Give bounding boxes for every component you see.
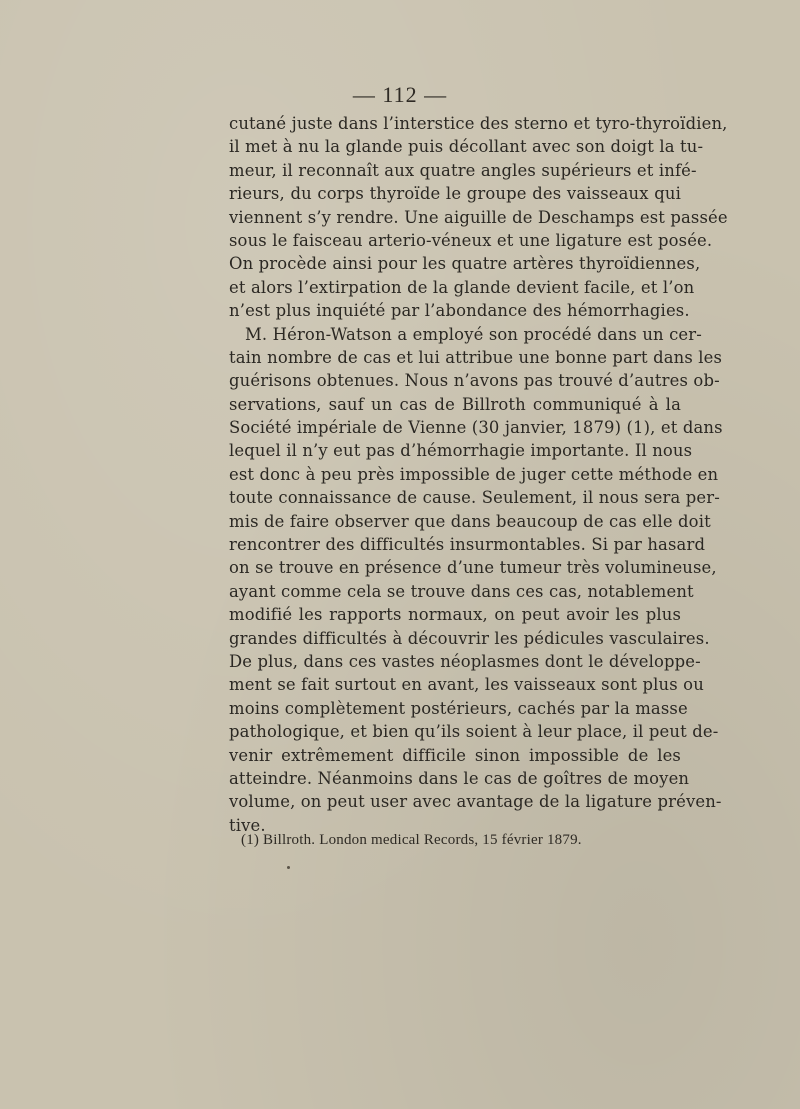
text-line: servations, sauf un cas de Billroth communiqué à la: [229, 394, 681, 414]
page-number: — 112 —: [352, 82, 448, 107]
text-line: est donc à peu près impossible de juger cette méthode en: [229, 464, 719, 484]
text-line: viennent s’y rendre. Une aiguille de Deschamps est passée: [229, 207, 728, 227]
text-line: toute connaissance de cause. Seulement, il nous sera per-: [229, 488, 720, 508]
text-line: mis de faire observer que dans beaucoup de cas elle doit: [229, 511, 711, 531]
footnote: (1) Billroth. London medical Records, 15 février 1879.: [241, 832, 582, 848]
text-line: grandes difficultés à découvrir les pédicules vasculaires.: [229, 628, 710, 648]
text-line: ayant comme cela se trouve dans ces cas, notablement: [229, 581, 694, 601]
text-line: tain nombre de cas et lui attribue une bonne part dans les: [229, 347, 723, 367]
text-line: venir extrêmement difficile sinon impossible de les: [229, 745, 681, 765]
text-line: On procède ainsi pour les quatre artères thyroïdiennes,: [229, 254, 701, 274]
text-line: M. Héron-Watson a employé son procédé dans un cer-: [245, 324, 702, 344]
text-line: guérisons obtenues. Nous n’avons pas trouvé d’autres ob-: [229, 371, 720, 391]
text-line: meur, il reconnaît aux quatre angles supérieurs et infé-: [229, 160, 697, 180]
text-line: moins complètement postérieurs, cachés par la masse: [229, 698, 688, 718]
text-line: atteindre. Néanmoins dans le cas de goîtres de moyen: [229, 768, 690, 788]
body-text: [229, 112, 728, 837]
text-line: il met à nu la glande puis décollant avec son doigt la tu-: [229, 137, 704, 157]
text-line: ment se fait surtout en avant, les vaisseaux sont plus ou: [229, 675, 704, 695]
text-line: tive.: [229, 815, 266, 835]
text-line: De plus, dans ces vastes néoplasmes dont le développe-: [229, 651, 701, 671]
text-line: Société impériale de Vienne (30 janvier, 1879) (1), et dans: [229, 418, 723, 438]
text-line: volume, on peut user avec avantage de la ligature préven-: [229, 792, 722, 812]
text-line: n’est plus inquiété par l’abondance des hémorrhagies.: [229, 301, 690, 321]
text-line: cutané juste dans l’interstice des sterno et tyro-thyroïdien,: [229, 114, 728, 133]
text-line: modifié les rapports normaux, on peut avoir les plus: [229, 605, 681, 625]
text-line: on se trouve en présence d’une tumeur très volumineuse,: [229, 558, 717, 578]
text-line: sous le faisceau arterio-véneux et une ligature est posée.: [229, 230, 713, 250]
text-line: rieurs, du corps thyroïde le groupe des vaisseaux qui: [229, 184, 681, 204]
text-line: et alors l’extirpation de la glande devient facile, et l’on: [229, 277, 695, 297]
text-line: rencontrer des difficultés insurmontables. Si par hasard: [229, 535, 706, 555]
text-line: lequel il n’y eut pas d’hémorrhagie importante. Il nous: [229, 441, 693, 461]
ink-speck: [287, 866, 290, 869]
text-line: pathologique, et bien qu’ils soient à leur place, il peut de-: [229, 722, 719, 742]
